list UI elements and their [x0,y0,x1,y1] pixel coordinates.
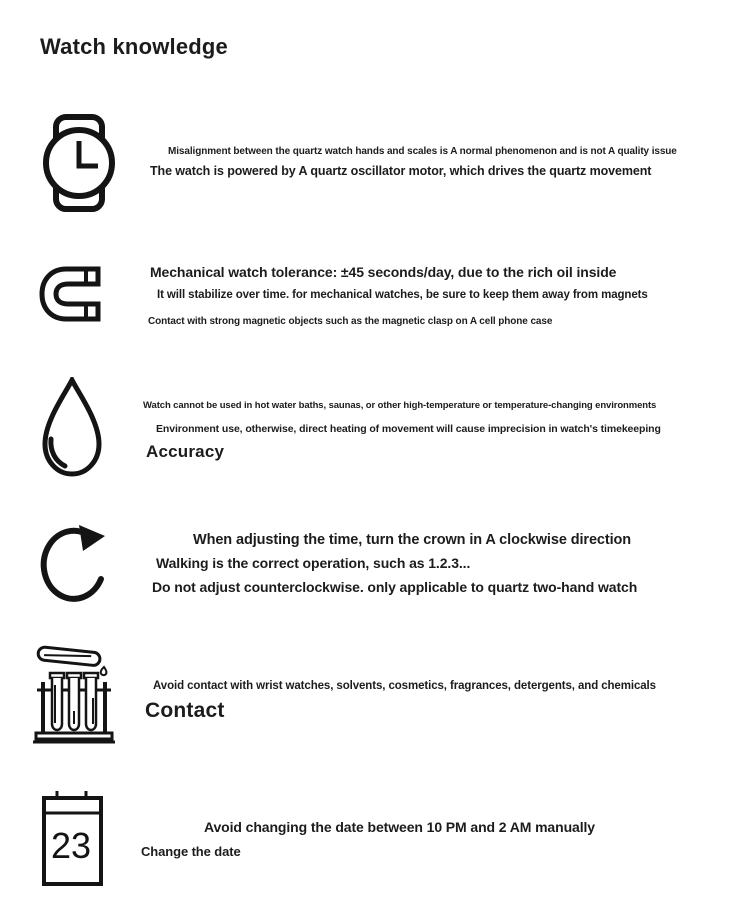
counterclockwise-warning: Do not adjust counterclockwise. only applicable to quartz two-hand watch [152,579,638,595]
magnet-contact-note: Contact with strong magnetic objects such as the magnetic clasp on A cell phone case [148,316,553,327]
calendar-day: 23 [50,825,92,866]
clockwise-instruction: When adjusting the time, turn the crown in A clockwise direction [193,532,632,548]
water-drop-icon [38,377,106,479]
chemical-warning-text: Avoid contact with wrist watches, solvents, cosmetics, fragrances, detergents, and chemicals [153,680,656,692]
clockwise-arrow-icon [37,522,111,610]
date-change-warning: Avoid changing the date between 10 PM and 2 AM manually [204,819,595,835]
temperature-warning-note: Watch cannot be used in hot water baths, saunas, or other high-temperature or temperature-changing environments [143,400,657,411]
quartz-movement-text: The watch is powered by A quartz oscillator motor, which drives the quartz movement [150,164,652,178]
change-date-heading: Change the date [141,844,241,859]
accuracy-heading: Accuracy [146,442,225,461]
tolerance-heading: Mechanical watch tolerance: ±45 seconds/day, due to the rich oil inside [150,264,617,280]
heating-imprecision-note: Environment use, otherwise, direct heating of movement will cause imprecision in watch's timekeeping [156,423,661,435]
page-title: Watch knowledge [40,34,228,59]
test-tubes-icon [33,644,115,744]
contact-heading: Contact [145,699,225,722]
walking-operation-text: Walking is the correct operation, such as 1.2.3... [156,555,471,571]
watch-icon [40,114,118,212]
magnet-warning-text: It will stabilize over time. for mechanical watches, be sure to keep them away from magnets [157,289,648,301]
magnet-icon [38,263,104,325]
quartz-misalignment-note: Misalignment between the quartz watch hands and scales is A normal phenomenon and is not A quality issue [168,146,677,157]
calendar-icon [42,790,103,887]
